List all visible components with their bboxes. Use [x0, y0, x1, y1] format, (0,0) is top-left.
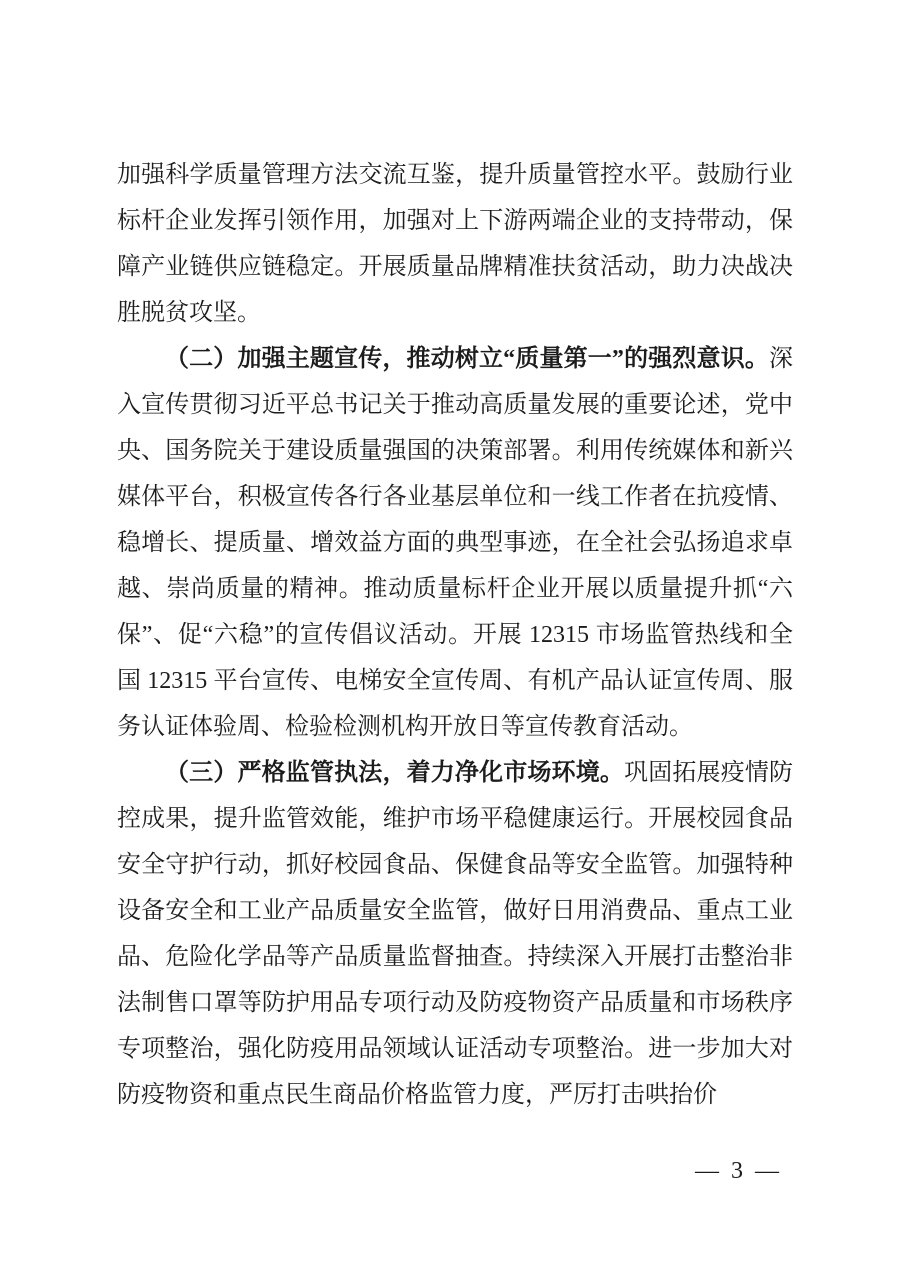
paragraph-text-run: 巩固拓展疫情防控成果，提升监管效能，维护市场平稳健康运行。开展校园食品安全守护行动，抓好校园食品、保健食品等安全监管。加强特种设备安全和工业产品质量安全监管，做好日用消费品、重点工业品、危险化学品等产品质量监督抽查。持续深入开展打击整治非法制售口罩等防护用品专项行动及防疫物资产品质量和市场秩序专项整治，强化防疫用品领域认证活动专项整治。进一步加大对防疫物资和重点民生商品价格监管力度，严厉打击哄抬价 — [117, 760, 794, 1108]
page-number: — 3 — — [695, 1158, 782, 1184]
paragraph-text-run: 加强科学质量管理方法交流互鉴，提升质量管控水平。鼓励行业标杆企业发挥引领作用，加强对上下游两端企业的支持带动，保障产业链供应链稳定。开展质量品牌精准扶贫活动，助力决战决胜脱贫攻坚。 — [117, 162, 793, 326]
paragraph — [117, 336, 793, 750]
paragraph-text-run: 深入宣传贯彻习近平总书记关于推动高质量发展的重要论述，党中央、国务院关于建设质量强国的决策部署。利用传统媒体和新兴媒体平台，积极宣传各行各业基层单位和一线工作者在抗疫情、稳增长、提质量、增效益方面的典型事迹，在全社会弘扬追求卓越、崇尚质量的精神。推动质量标杆企业开展以质量提升抓“六保”、促“六稳”的宣传倡议活动。开展 12315 市场监管热线和全国 12315 平台宣传、电梯安全宣传周、有机产品认证宣传周、服务认证体验周、检验检测机构开放日等宣传教育活动。 — [117, 346, 793, 740]
paragraph-heading-run: （二）加强主题宣传，推动树立“质量第一”的强烈意识。 — [165, 346, 769, 372]
paragraph-heading-run: （三）严格监管执法，着力净化市场环境。 — [165, 760, 625, 786]
document-body — [117, 152, 793, 1118]
paragraph — [117, 152, 793, 336]
paragraph — [117, 750, 793, 1118]
